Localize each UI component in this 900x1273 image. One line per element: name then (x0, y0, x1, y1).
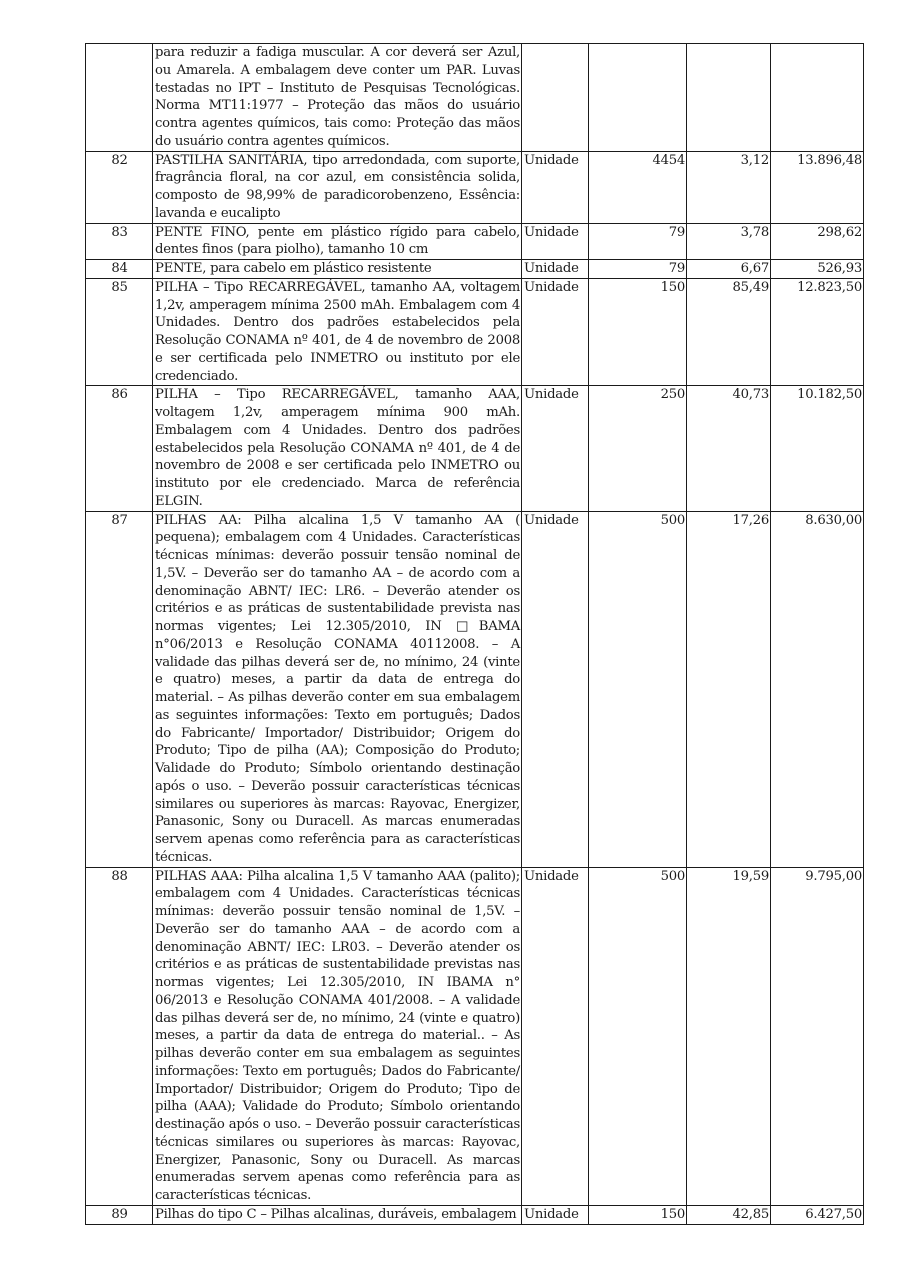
item-quantity: 150 (589, 1205, 687, 1224)
item-description: PENTE FINO, pente em plástico rígido para cabelo, dentes finos (para piolho), tamanho 10 cm (153, 223, 522, 260)
item-number: 86 (86, 386, 153, 511)
item-number: 87 (86, 511, 153, 867)
item-unit: Unidade (522, 386, 589, 511)
document-page (85, 43, 864, 1225)
item-description: PILHAS AAA: Pilha alcalina 1,5 V tamanho AAA (palito); embalagem com 4 Unidades. Características técnicas mínimas: deverão possuir tensão nominal de 1,5V. – Deverão ser do tamanho AAA – de acordo com a denominação ABNT/ IEC: LR03. – Deverão atender os critérios e as práticas de sustentabilidade previstas nas normas vigentes; Lei 12.305/2010, IN IBAMA n° 06/2013 e Resolução CONAMA 401/2008. – A validade das pilhas deverá ser de, no mínimo, 24 (vinte e quatro) meses, a partir da data de entrega do material.. – As pilhas deverão conter em sua embalagem as seguintes informações: Texto em português; Dados do Fabricante/ Importador/ Distribuidor; Origem do Produto; Tipo de pilha (AAA); Validade do Produto; Símbolo orientando destinação após o uso. – Deverão possuir características técnicas similares ou superiores às marcas: Rayovac, Energizer, Panasonic, Sony ou Duracell. As marcas enumeradas servem apenas como referência para as características técnicas. (153, 867, 522, 1205)
item-total: 8.630,00 (771, 511, 864, 867)
item-unit: Unidade (522, 260, 589, 279)
item-unit: Unidade (522, 511, 589, 867)
items-table (85, 43, 864, 1225)
item-unit-price: 42,85 (687, 1205, 771, 1224)
item-total: 10.182,50 (771, 386, 864, 511)
item-total: 298,62 (771, 223, 864, 260)
item-total (771, 44, 864, 152)
item-number: 85 (86, 278, 153, 386)
item-number: 84 (86, 260, 153, 279)
table-row (86, 44, 864, 152)
item-number (86, 44, 153, 152)
item-description: PASTILHA SANITÁRIA, tipo arredondada, com suporte, fragrância floral, na cor azul, em consistência solida, composto de 98,99% de paradicorobenzeno, Essência: lavanda e eucalipto (153, 151, 522, 223)
item-description: Pilhas do tipo C – Pilhas alcalinas, duráveis, embalagem (153, 1205, 522, 1224)
item-quantity: 79 (589, 223, 687, 260)
table-row (86, 223, 864, 260)
item-unit-price: 40,73 (687, 386, 771, 511)
item-quantity: 4454 (589, 151, 687, 223)
item-number: 82 (86, 151, 153, 223)
item-description: PILHAS AA: Pilha alcalina 1,5 V tamanho AA ( pequena); embalagem com 4 Unidades. Características técnicas mínimas: deverão possuir tensão nominal de 1,5V. – Deverão ser do tamanho AA – de acordo com a denominação ABNT/ IEC: LR6. – Deverão atender os critérios e as práticas de sustentabilidade prevista nas normas vigentes; Lei 12.305/2010, IN □BAMA n°06/2013 e Resolução CONAMA 40112008. – A validade das pilhas deverá ser de, no mínimo, 24 (vinte e quatro) meses, a partir da data de entrega do material. – As pilhas deverão conter em sua embalagem as seguintes informações: Texto em português; Dados do Fabricante/ Importador/ Distribuidor; Origem do Produto; Tipo de pilha (AA); Composição do Produto; Validade do Produto; Símbolo orientando destinação após o uso. – Deverão possuir características técnicas similares ou superiores às marcas: Rayovac, Energizer, Panasonic, Sony ou Duracell. As marcas enumeradas servem apenas como referência para as características técnicas. (153, 511, 522, 867)
item-quantity: 250 (589, 386, 687, 511)
item-unit: Unidade (522, 867, 589, 1205)
item-description: PENTE, para cabelo em plástico resistente (153, 260, 522, 279)
item-total: 9.795,00 (771, 867, 864, 1205)
table-row (86, 278, 864, 386)
item-number: 89 (86, 1205, 153, 1224)
item-unit: Unidade (522, 278, 589, 386)
item-unit-price: 19,59 (687, 867, 771, 1205)
item-unit: Unidade (522, 151, 589, 223)
item-unit: Unidade (522, 1205, 589, 1224)
table-row (86, 867, 864, 1205)
item-quantity: 500 (589, 867, 687, 1205)
item-quantity: 500 (589, 511, 687, 867)
item-description: PILHA – Tipo RECARREGÁVEL, tamanho AA, voltagem 1,2v, amperagem mínima 2500 mAh. Embalagem com 4 Unidades. Dentro dos padrões estabelecidos pela Resolução CONAMA nº 401, de 4 de novembro de 2008 e ser certificada pelo INMETRO ou instituto por ele credenciado. (153, 278, 522, 386)
item-total: 6.427,50 (771, 1205, 864, 1224)
item-quantity: 150 (589, 278, 687, 386)
table-row (86, 511, 864, 867)
item-unit-price: 85,49 (687, 278, 771, 386)
item-unit-price: 6,67 (687, 260, 771, 279)
item-total: 526,93 (771, 260, 864, 279)
item-unit-price: 3,12 (687, 151, 771, 223)
item-quantity (589, 44, 687, 152)
item-description: para reduzir a fadiga muscular. A cor deverá ser Azul, ou Amarela. A embalagem deve conter um PAR. Luvas testadas no IPT – Instituto de Pesquisas Tecnológicas. Norma MT11:1977 – Proteção das mãos do usuário contra agentes químicos, tais como: Proteção das mãos do usuário contra agentes químicos. (153, 44, 522, 152)
table-row (86, 386, 864, 511)
item-total: 13.896,48 (771, 151, 864, 223)
item-unit-price (687, 44, 771, 152)
item-unit-price: 3,78 (687, 223, 771, 260)
table-row (86, 151, 864, 223)
item-unit: Unidade (522, 223, 589, 260)
item-description: PILHA – Tipo RECARREGÁVEL, tamanho AAA, voltagem 1,2v, amperagem mínima 900 mAh. Embalagem com 4 Unidades. Dentro dos padrões estabelecidos pela Resolução CONAMA nº 401, de 4 de novembro de 2008 e ser certificada pelo INMETRO ou instituto por ele credenciado. Marca de referência ELGIN. (153, 386, 522, 511)
item-number: 88 (86, 867, 153, 1205)
table-row (86, 260, 864, 279)
item-quantity: 79 (589, 260, 687, 279)
item-unit-price: 17,26 (687, 511, 771, 867)
item-total: 12.823,50 (771, 278, 864, 386)
table-row (86, 1205, 864, 1224)
item-number: 83 (86, 223, 153, 260)
item-unit (522, 44, 589, 152)
